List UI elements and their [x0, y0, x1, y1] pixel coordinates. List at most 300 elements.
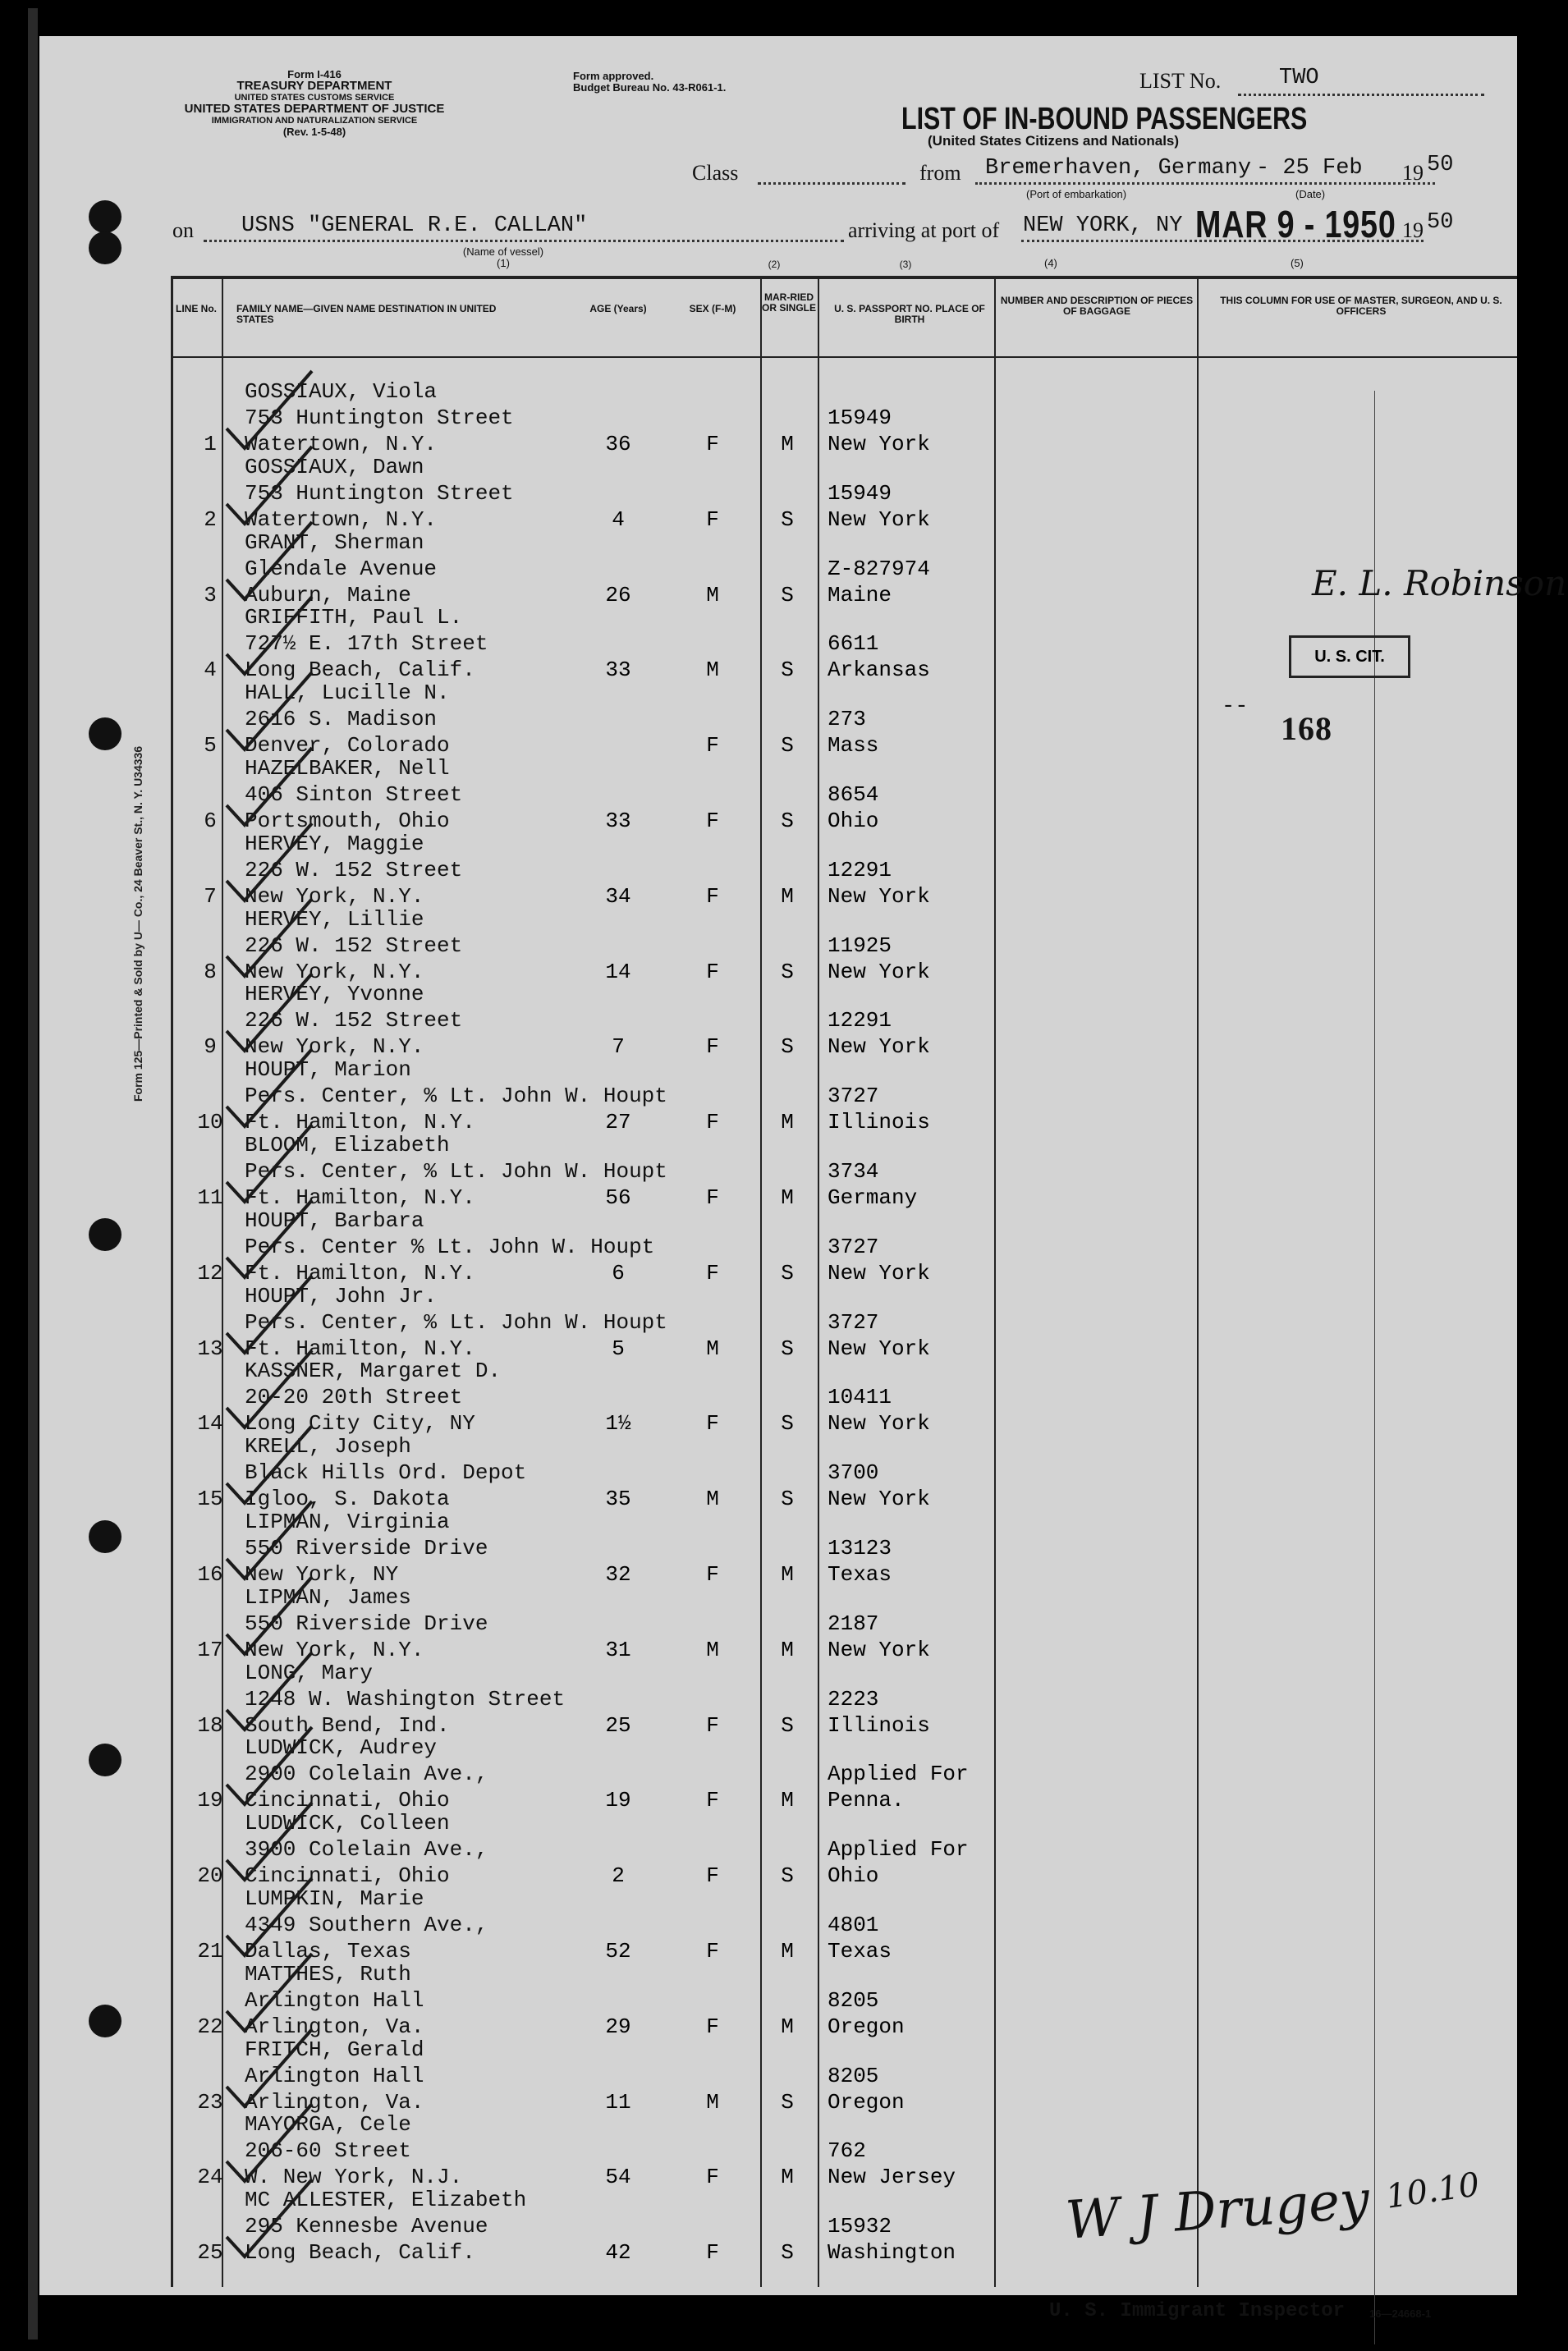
punch-hole — [89, 1744, 121, 1776]
place-of-birth: Ohio — [828, 1863, 879, 1889]
port-caption: (Port of embarkation) — [1026, 188, 1127, 200]
passport-number: 3727 — [828, 1084, 879, 1109]
vessel-caption — [442, 246, 565, 269]
passport-number: Applied For — [828, 1762, 969, 1787]
place-of-birth: Arkansas — [828, 658, 930, 683]
header-married: MAR-RIED OR SINGLE — [762, 291, 817, 314]
marital-status: S — [781, 506, 794, 532]
inspector-signature: W J Drugey — [1063, 2170, 1372, 2252]
passport-number: 8654 — [828, 782, 879, 807]
punch-hole — [89, 1520, 121, 1553]
destination-city: New York, NY — [245, 1562, 399, 1587]
punch-hole — [89, 2005, 121, 2037]
line-number: 9 — [204, 1034, 217, 1060]
destination-city: New York, N.Y. — [245, 959, 424, 984]
sex: M — [706, 1637, 719, 1662]
place-of-birth: Ohio — [828, 809, 879, 833]
sex: F — [706, 733, 719, 758]
from-line — [975, 182, 1435, 185]
class-line — [758, 182, 905, 185]
marital-status: S — [781, 658, 794, 683]
punch-hole — [89, 1218, 121, 1251]
age: 14 — [605, 959, 631, 984]
sex: F — [706, 1562, 719, 1587]
revision: (Rev. 1-5-48) — [282, 126, 346, 138]
place-of-birth: Maine — [828, 582, 892, 607]
table-row — [171, 1888, 1517, 1964]
place-of-birth: New York — [828, 1034, 930, 1060]
sex: F — [706, 1939, 719, 1964]
marital-status: S — [781, 959, 794, 984]
place-of-birth: Texas — [828, 1939, 892, 1964]
address: Pers. Center, % Lt. John W. Houpt — [245, 1309, 667, 1335]
sex: F — [706, 1712, 719, 1738]
table-row — [171, 1813, 1517, 1888]
embarkation-year: 50 — [1427, 153, 1454, 177]
age: 54 — [605, 2165, 631, 2190]
line-number: 17 — [197, 1637, 223, 1662]
destination-city: Long Beach, Calif. — [245, 2240, 475, 2266]
table-row — [171, 906, 1517, 984]
us-citizen-stamp: U. S. CIT. — [1289, 635, 1410, 678]
marital-status: M — [781, 1110, 794, 1135]
line-number: 11 — [197, 1185, 223, 1210]
marital-status: M — [781, 2014, 794, 2039]
passenger-name: KASSNER, Margaret D. — [245, 1359, 502, 1384]
destination-city: Ft. Hamilton, N.Y. — [245, 1260, 475, 1285]
marital-status: M — [781, 1939, 794, 1964]
passport-number: 15949 — [828, 480, 892, 506]
place-of-birth: Penna. — [828, 1788, 905, 1813]
passenger-name: HERVEY, Maggie — [245, 831, 424, 856]
arriving-label: arriving at port of — [848, 218, 1000, 242]
address: 206-60 Street — [245, 2138, 411, 2164]
address: 226 W. 152 Street — [245, 1008, 463, 1033]
marital-status: S — [781, 1712, 794, 1738]
marital-status: M — [781, 1562, 794, 1587]
table-row — [171, 1436, 1517, 1511]
age: 27 — [605, 1110, 631, 1135]
destination-city: Ft. Hamilton, N.Y. — [245, 1336, 475, 1361]
sex: M — [706, 658, 719, 683]
marital-status: S — [781, 809, 794, 833]
line-number: 24 — [197, 2165, 223, 2190]
sex: F — [706, 959, 719, 984]
sex: F — [706, 432, 719, 456]
sex: M — [706, 2089, 719, 2115]
passport-number: 3727 — [828, 1309, 879, 1335]
list-subtitle: (United States Citizens and Nationals) — [928, 133, 1180, 149]
passport-number: 12291 — [828, 1008, 892, 1033]
sex: F — [706, 1110, 719, 1135]
marital-status: S — [781, 1863, 794, 1889]
line-number: 18 — [197, 1712, 223, 1738]
header-line-no: LINE No. — [176, 303, 217, 314]
arrival-year-prefix: 19 — [1402, 218, 1424, 242]
destination-city: Ft. Hamilton, N.Y. — [245, 1110, 475, 1135]
passenger-name: HALL, Lucille N. — [245, 681, 450, 706]
line-number: 15 — [197, 1487, 223, 1512]
line-number: 8 — [204, 959, 217, 984]
address: 4349 Southern Ave., — [245, 1913, 488, 1937]
table-row — [171, 1210, 1517, 1285]
sex: F — [706, 809, 719, 833]
place-of-birth: New Jersey — [828, 2165, 956, 2190]
punch-hole — [89, 717, 121, 750]
table-row — [171, 833, 1517, 909]
approval-block — [573, 71, 726, 94]
age: 29 — [605, 2014, 631, 2039]
inspector-date: 10.10 — [1383, 2165, 1483, 2216]
destination-city: Cincinnati, Ohio — [245, 1788, 450, 1813]
place-of-birth: New York — [828, 1637, 930, 1662]
destination-city: Watertown, N.Y. — [245, 506, 438, 532]
place-of-birth: Oregon — [828, 2089, 905, 2115]
address: 20-20 20th Street — [245, 1385, 463, 1410]
line-number: 6 — [204, 809, 217, 833]
colnum-3: (3) — [899, 259, 912, 270]
line-number: 4 — [204, 658, 217, 683]
sex: F — [706, 1260, 719, 1285]
age: 35 — [605, 1487, 631, 1512]
line-number: 21 — [197, 1939, 223, 1964]
sex: M — [706, 582, 719, 607]
punch-hole — [89, 200, 121, 233]
footer-code: 16—24668-1 — [1369, 2307, 1432, 2320]
place-of-birth: New York — [828, 1487, 930, 1512]
marital-status: M — [781, 1788, 794, 1813]
header-passport: U. S. PASSPORT NO. PLACE OF BIRTH — [834, 303, 985, 325]
marital-status: M — [781, 2165, 794, 2190]
age: 11 — [605, 2089, 631, 2115]
check-mark-icon — [220, 2173, 319, 2263]
passenger-name: MATTHES, Ruth — [245, 1961, 411, 1987]
line-number: 12 — [197, 1260, 223, 1285]
table-row — [171, 983, 1517, 1059]
age: 56 — [605, 1185, 631, 1210]
destination-city: Igloo, S. Dakota — [245, 1487, 450, 1512]
date-caption: (Date) — [1295, 188, 1326, 200]
marital-status: S — [781, 1411, 794, 1437]
destination-city: Auburn, Maine — [245, 582, 411, 607]
colnum-2: (2) — [768, 259, 781, 270]
table-row — [171, 1285, 1517, 1361]
passenger-name: GOSSIAUX, Viola — [245, 379, 438, 404]
treasury-dept: TREASURY DEPARTMENT — [236, 79, 392, 93]
age: 31 — [605, 1637, 631, 1662]
passenger-name: HERVEY, Lillie — [245, 906, 424, 932]
passenger-name: LUDWICK, Audrey — [245, 1735, 438, 1761]
passenger-name: MC ALLESTER, Elizabeth — [245, 2188, 527, 2213]
punch-hole — [89, 231, 121, 264]
address: Pers. Center % Lt. John W. Houpt — [245, 1234, 655, 1259]
table-row — [171, 1511, 1517, 1587]
sex: M — [706, 1487, 719, 1512]
passenger-name: LIPMAN, Virginia — [245, 1510, 450, 1534]
address: 753 Huntington Street — [245, 480, 514, 506]
marital-status: S — [781, 1336, 794, 1361]
col-4-number: (4) — [1044, 257, 1057, 269]
age: 5 — [612, 1336, 625, 1361]
destination-city: South Bend, Ind. — [245, 1712, 450, 1738]
port-of-embarkation: Bremerhaven, Germany — [985, 156, 1252, 181]
marital-status: S — [781, 2089, 794, 2115]
scan-edge — [28, 8, 38, 2340]
list-no-label: LIST No. — [1139, 69, 1222, 93]
vessel-line — [204, 240, 844, 242]
passport-number: 2223 — [828, 1686, 879, 1712]
form-header-left — [179, 69, 450, 138]
place-of-birth: New York — [828, 506, 930, 532]
sex: F — [706, 1788, 719, 1813]
passenger-name: HOUPT, John Jr. — [245, 1283, 438, 1308]
table-row — [171, 381, 1517, 456]
header-rule — [171, 356, 1517, 358]
age: 33 — [605, 658, 631, 683]
marital-status: S — [781, 1034, 794, 1060]
age: 25 — [605, 1712, 631, 1738]
table-row — [171, 1737, 1517, 1813]
age: 1½ — [605, 1411, 631, 1437]
arrival-port: NEW YORK, NY — [1023, 213, 1183, 238]
marital-status: S — [781, 1260, 794, 1285]
passport-number: 11925 — [828, 933, 892, 958]
header-sex: SEX (F-M) — [689, 303, 736, 314]
budget-bureau: Budget Bureau No. 43-R061-1. — [573, 81, 727, 94]
place-of-birth: Washington — [828, 2240, 956, 2266]
arrival-date-stamp: MAR 9 - 1950 — [1195, 203, 1396, 245]
passport-number: 3734 — [828, 1159, 879, 1184]
passenger-name: GRANT, Sherman — [245, 529, 424, 555]
passenger-name: HOUPT, Barbara — [245, 1208, 424, 1233]
vessel-caption-text: (Name of vessel) — [462, 245, 544, 258]
address: 1248 W. Washington Street — [245, 1686, 566, 1712]
place-of-birth: New York — [828, 432, 930, 456]
destination-city: Watertown, N.Y. — [245, 432, 438, 456]
age: 4 — [612, 506, 625, 532]
age: 34 — [605, 883, 631, 909]
line-number: 14 — [197, 1411, 223, 1437]
destination-city: Arlington, Va. — [245, 2014, 424, 2039]
address: 550 Riverside Drive — [245, 1611, 488, 1636]
destination-city: Cincinnati, Ohio — [245, 1863, 450, 1889]
address: 550 Riverside Drive — [245, 1536, 488, 1560]
destination-city: New York, N.Y. — [245, 883, 424, 909]
list-no-line — [1238, 94, 1484, 96]
sex: F — [706, 2014, 719, 2039]
place-of-birth: New York — [828, 959, 930, 984]
destination-city: Ft. Hamilton, N.Y. — [245, 1185, 475, 1210]
table-row — [171, 2039, 1517, 2115]
line-number: 2 — [204, 506, 217, 532]
table-row — [171, 1961, 1517, 2039]
place-of-birth: Mass — [828, 733, 879, 758]
marital-status: S — [781, 733, 794, 758]
marital-status: M — [781, 883, 794, 909]
passport-number: 6611 — [828, 631, 879, 657]
marital-status: M — [781, 432, 794, 456]
table-row — [171, 1662, 1517, 1738]
table-row — [171, 1360, 1517, 1436]
passenger-name: LONG, Mary — [245, 1660, 374, 1685]
age: 36 — [605, 432, 631, 456]
place-of-birth: New York — [828, 1336, 930, 1361]
destination-city: W. New York, N.J. — [245, 2165, 463, 2190]
line-number: 22 — [197, 2014, 223, 2039]
address: 2900 Colelain Ave., — [245, 1762, 488, 1787]
line-number: 10 — [197, 1110, 223, 1135]
header-name: FAMILY NAME—GIVEN NAME DESTINATION IN UNITED STATES — [236, 303, 497, 325]
table-row — [171, 1584, 1517, 1662]
line-number: 7 — [204, 883, 217, 909]
sex: F — [706, 1863, 719, 1889]
sex: F — [706, 1411, 719, 1437]
destination-city: Long City City, NY — [245, 1411, 475, 1437]
line-number: 23 — [197, 2089, 223, 2115]
passport-number: 12291 — [828, 857, 892, 882]
form-approved: Form approved. — [573, 70, 654, 82]
destination-city: Dallas, Texas — [245, 1939, 411, 1964]
line-number: 19 — [197, 1788, 223, 1813]
arrival-year: 50 — [1427, 210, 1454, 235]
form-number: Form I-416 — [287, 68, 342, 80]
marital-status: S — [781, 582, 794, 607]
address: Black Hills Ord. Depot — [245, 1460, 527, 1486]
passenger-name: HAZELBAKER, Nell — [245, 756, 450, 781]
line-number: 3 — [204, 582, 217, 607]
passport-number: 3700 — [828, 1460, 879, 1486]
address: 295 Kennesbe Avenue — [245, 2214, 488, 2239]
address: Arlington Hall — [245, 2063, 424, 2088]
age: 42 — [605, 2240, 631, 2266]
marital-status: M — [781, 1185, 794, 1210]
address: 226 W. 152 Street — [245, 857, 463, 882]
passenger-name: GOSSIAUX, Dawn — [245, 454, 424, 479]
passenger-name: LUMPKIN, Marie — [245, 1886, 424, 1911]
age: 52 — [605, 1939, 631, 1964]
table-row — [171, 456, 1517, 532]
inspector-footer: U. S. Immigrant Inspector — [1049, 2300, 1346, 2322]
passport-number: 8205 — [828, 1987, 879, 2013]
embarkation-date: - 25 Feb — [1256, 156, 1363, 181]
sex: F — [706, 2240, 719, 2266]
passport-number: 15932 — [828, 2214, 892, 2239]
line-number: 20 — [197, 1863, 223, 1889]
passenger-name: BLOOM, Elizabeth — [245, 1133, 450, 1157]
table-row — [171, 1059, 1517, 1134]
age: 32 — [605, 1562, 631, 1587]
place-of-birth: Texas — [828, 1562, 892, 1587]
destination-city: Arlington, Va. — [245, 2089, 424, 2115]
class-label: Class — [692, 161, 739, 185]
place-of-birth: Oregon — [828, 2014, 905, 2039]
sex: F — [706, 2165, 719, 2190]
passenger-name: FRITCH, Gerald — [245, 2037, 424, 2062]
passport-number: 10411 — [828, 1385, 892, 1410]
sex: F — [706, 506, 719, 532]
customs-service: UNITED STATES CUSTOMS SERVICE — [234, 93, 395, 103]
list-title: LIST OF IN-BOUND PASSENGERS — [901, 102, 1308, 136]
header-officers: THIS COLUMN FOR USE OF MASTER, SURGEON, AND U. S. OFFICERS — [1220, 295, 1502, 317]
table-row — [171, 758, 1517, 833]
address: 727½ E. 17th Street — [245, 631, 488, 657]
address: Glendale Avenue — [245, 556, 438, 581]
marital-status: S — [781, 2240, 794, 2266]
place-of-birth: Illinois — [828, 1110, 930, 1135]
destination-city: Portsmouth, Ohio — [245, 809, 450, 833]
destination-city: Long Beach, Calif. — [245, 658, 475, 683]
passport-number: Z-827974 — [828, 556, 930, 581]
address: 406 Sinton Street — [245, 782, 463, 807]
passenger-name: KRELL, Joseph — [245, 1434, 411, 1460]
place-of-birth: Illinois — [828, 1712, 930, 1738]
line-number: 1 — [204, 432, 217, 456]
passenger-name: GRIFFITH, Paul L. — [245, 605, 463, 630]
vessel-name: USNS "GENERAL R.E. CALLAN" — [241, 213, 588, 238]
passenger-count: 168 — [1281, 710, 1332, 747]
destination-city: New York, N.Y. — [245, 1034, 424, 1060]
address: 226 W. 152 Street — [245, 933, 463, 958]
from-label: from — [919, 161, 961, 185]
on-label: on — [172, 218, 194, 242]
sex: M — [706, 1336, 719, 1361]
table-top-rule — [171, 276, 1517, 279]
table-row — [171, 1134, 1517, 1210]
passport-number: 4801 — [828, 1913, 879, 1937]
col-1-number: (1) — [497, 257, 510, 269]
passport-number: 3727 — [828, 1234, 879, 1259]
passport-number: Applied For — [828, 1837, 969, 1863]
destination-city: New York, N.Y. — [245, 1637, 424, 1662]
passport-number: 273 — [828, 707, 866, 732]
passport-number: 8205 — [828, 2063, 879, 2088]
robinson-signature: E. L. Robinson — [1312, 563, 1567, 603]
destination-city: Denver, Colorado — [245, 733, 450, 758]
printer-imprint: Form 125—Printed & Sold by U— Co., 24 Beaver St., N. Y. U34336 — [131, 745, 144, 1102]
passenger-name: HOUPT, Marion — [245, 1057, 411, 1083]
passport-number: 13123 — [828, 1536, 892, 1560]
ins-service: IMMIGRATION AND NATURALIZATION SERVICE — [211, 116, 418, 126]
address: Pers. Center, % Lt. John W. Houpt — [245, 1159, 667, 1184]
age: 33 — [605, 809, 631, 833]
justice-dept: UNITED STATES DEPARTMENT OF JUSTICE — [184, 102, 445, 116]
address: Pers. Center, % Lt. John W. Houpt — [245, 1084, 667, 1109]
line-number: 5 — [204, 733, 217, 758]
header-age: AGE (Years) — [589, 303, 647, 314]
line-number: 16 — [197, 1562, 223, 1587]
place-of-birth: New York — [828, 1260, 930, 1285]
address: Arlington Hall — [245, 1987, 424, 2013]
sex: F — [706, 1034, 719, 1060]
passenger-name: MAYORGA, Cele — [245, 2112, 411, 2138]
passenger-name: LUDWICK, Colleen — [245, 1811, 450, 1836]
manifest-sheet — [39, 36, 1567, 2322]
place-of-birth: Germany — [828, 1185, 918, 1210]
list-no-value: TWO — [1279, 66, 1319, 90]
passenger-name: LIPMAN, James — [245, 1584, 411, 1610]
age: 7 — [612, 1034, 625, 1060]
tally-dash: -- — [1222, 694, 1249, 719]
line-number: 13 — [197, 1336, 223, 1361]
sex: F — [706, 883, 719, 909]
passport-number: 2187 — [828, 1611, 879, 1636]
age: 2 — [612, 1863, 625, 1889]
passport-number: 15949 — [828, 406, 892, 430]
col-5-number: (5) — [1291, 257, 1304, 269]
year-prefix: 19 — [1402, 161, 1424, 185]
passenger-table — [171, 259, 1567, 2287]
age: 19 — [605, 1788, 631, 1813]
